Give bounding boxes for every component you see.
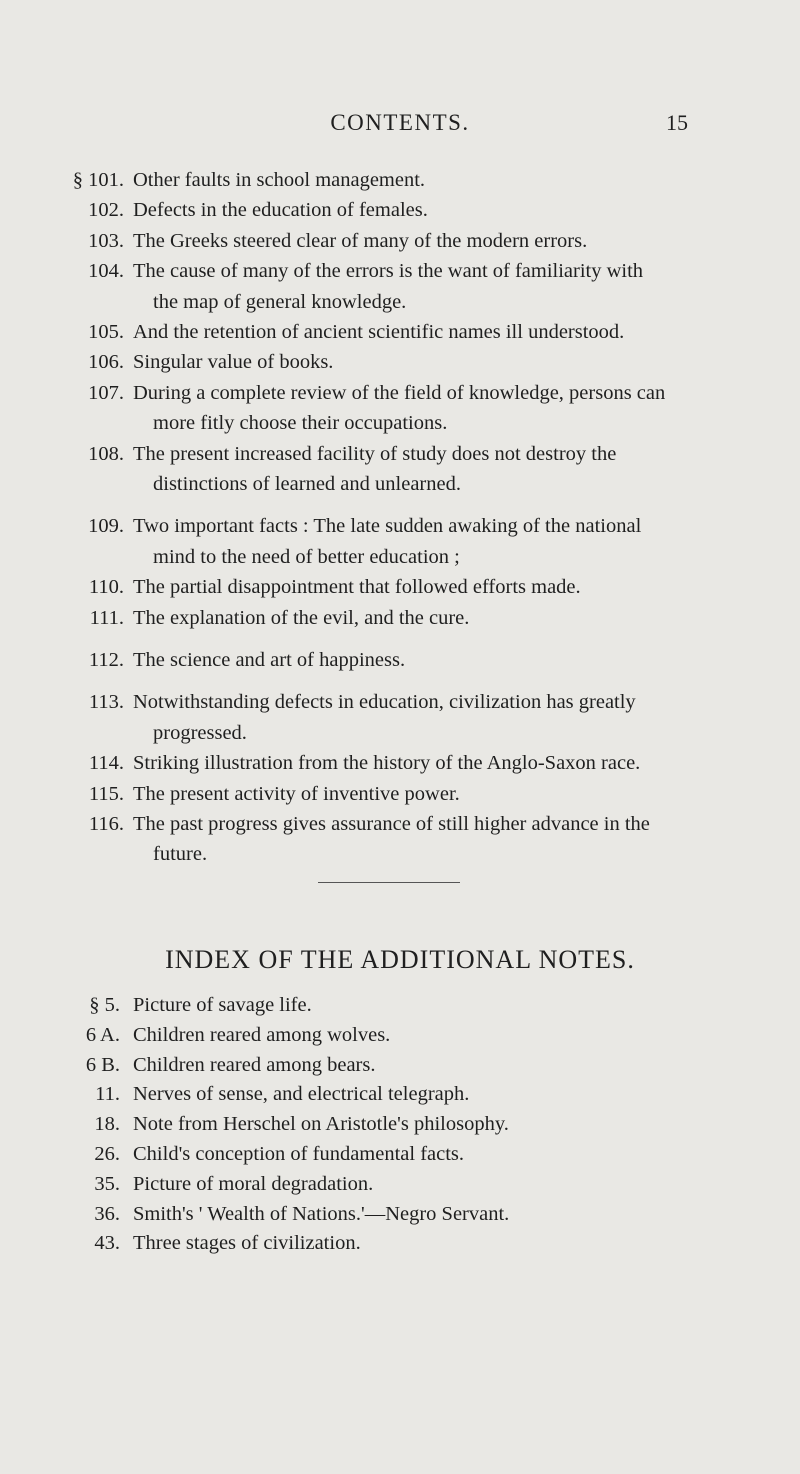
note-number: 18. [94, 1113, 120, 1136]
note-text: Smith's ' Wealth of Nations.'—Negro Servant. [133, 1202, 510, 1225]
section-number: 107. [88, 381, 124, 404]
entry-text: Striking illustration from the history of the Anglo-Saxon race. [133, 752, 641, 775]
note-text: Picture of savage life. [133, 994, 312, 1016]
entry-text-continued: the map of general knowledge. [153, 290, 407, 313]
section-number: 112. [88, 649, 124, 671]
entry-text: And the retention of ancient scientific names ill understood. [133, 321, 625, 343]
entry-text: During a complete review of the field of knowledge, persons can [133, 381, 666, 404]
note-number: 43. [94, 1232, 120, 1255]
section-number: 104. [88, 260, 124, 283]
running-head [0, 110, 800, 140]
entry-text: Defects in the education of females. [133, 199, 428, 222]
entry-text: The cause of many of the errors is the want of familiarity with [133, 260, 644, 283]
section-number: 103. [88, 229, 124, 252]
entry-text: Singular value of books. [133, 351, 334, 374]
entry-text: The present activity of inventive power. [133, 782, 460, 805]
entry-text: The science and art of happiness. [133, 649, 406, 671]
entry-text-continued: more fitly choose their occupations. [153, 412, 448, 435]
note-text: Children reared among wolves. [133, 1023, 391, 1046]
entry-text: Two important facts : The late sudden awaking of the national [133, 515, 642, 538]
note-number: 11. [95, 1083, 120, 1106]
section-number: 108. [88, 442, 124, 465]
section-number: 102. [88, 199, 124, 222]
section-divider [318, 882, 460, 883]
section-number: 116. [88, 813, 124, 835]
note-text: Picture of moral degradation. [133, 1172, 374, 1195]
note-text: Children reared among bears. [133, 1053, 376, 1076]
section-number: 114. [88, 752, 124, 775]
note-number: 26. [94, 1143, 120, 1165]
section-number: 113. [88, 691, 124, 714]
note-number: § 5. [89, 994, 120, 1016]
entry-text: Notwithstanding defects in education, civilization has greatly [133, 691, 636, 714]
note-text: Three stages of civilization. [133, 1232, 361, 1255]
entry-text: The partial disappointment that followed efforts made. [133, 576, 581, 599]
note-text: Note from Herschel on Aristotle's philosophy. [133, 1113, 509, 1136]
entry-text: The Greeks steered clear of many of the modern errors. [133, 229, 588, 252]
index-heading: INDEX OF THE ADDITIONAL NOTES. [165, 945, 635, 974]
note-number: 6 B. [85, 1053, 120, 1076]
section-number: 105. [88, 321, 124, 343]
entry-text-continued: progressed. [153, 721, 247, 744]
entry-text: Other faults in school management. [133, 169, 426, 191]
note-number: 6 A. [85, 1023, 120, 1046]
entry-text-continued: future. [153, 843, 208, 866]
section-number: 109. [88, 515, 124, 538]
section-number: 106. [88, 351, 124, 374]
page-number: 15 [666, 110, 688, 135]
section-number: 111. [89, 606, 124, 629]
note-text: Child's conception of fundamental facts. [133, 1143, 465, 1165]
note-number: 35. [94, 1172, 120, 1195]
note-number: 36. [94, 1202, 120, 1225]
entry-text-continued: mind to the need of better education ; [153, 545, 460, 568]
entry-text: The present increased facility of study does not destroy the [133, 442, 617, 465]
entry-text: The explanation of the evil, and the cure. [133, 606, 470, 629]
section-number: 110. [88, 576, 124, 599]
entry-text: The past progress gives assurance of still higher advance in the [133, 813, 650, 835]
entry-text-continued: distinctions of learned and unlearned. [153, 472, 461, 495]
running-title: CONTENTS. [330, 110, 470, 135]
note-text: Nerves of sense, and electrical telegraph. [133, 1083, 470, 1106]
section-number: 115. [88, 782, 124, 805]
section-number: § 101. [72, 169, 124, 191]
